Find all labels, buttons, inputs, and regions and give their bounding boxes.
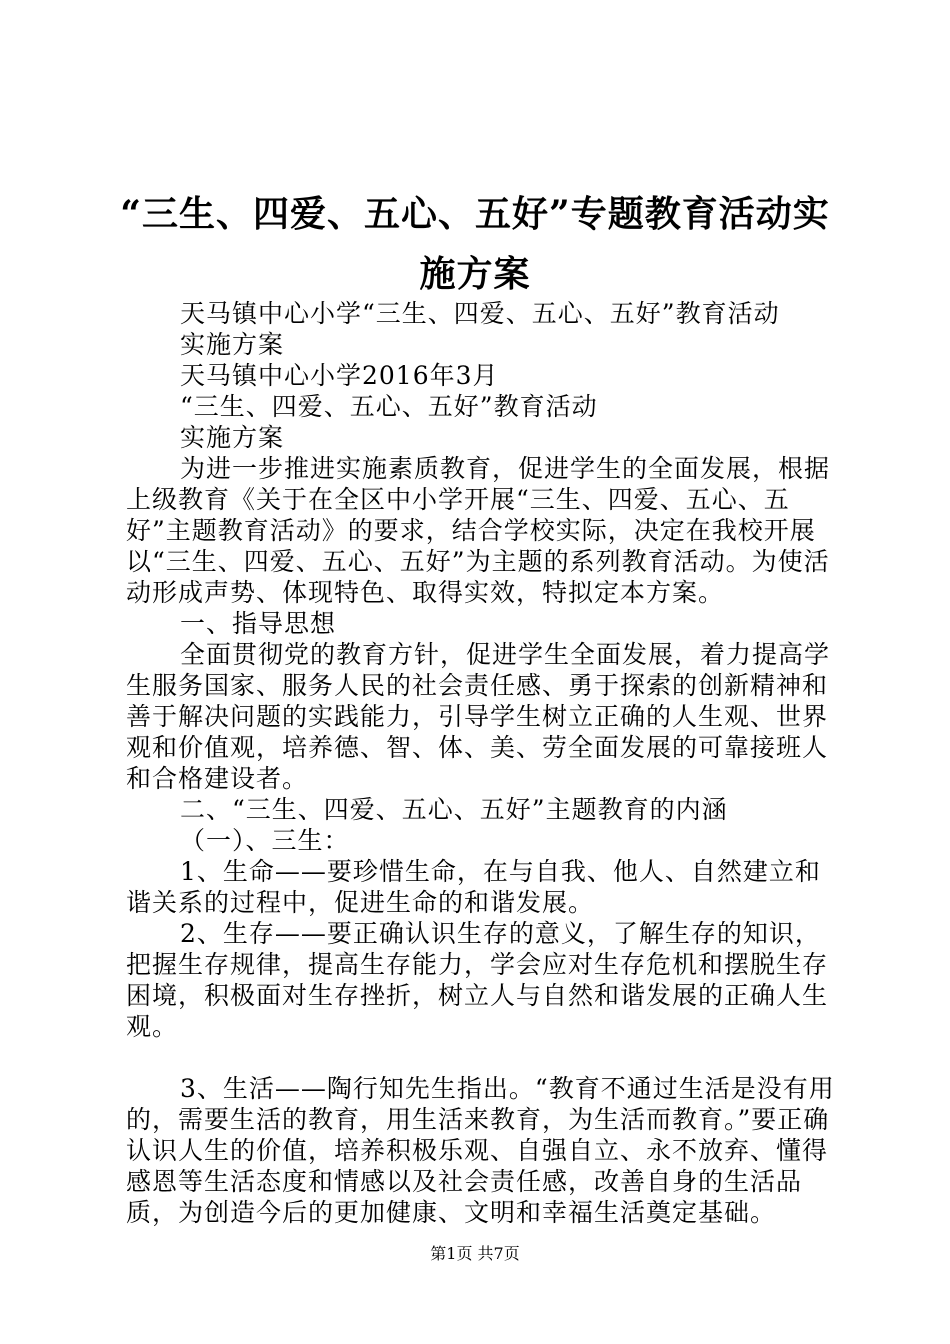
paragraph-spacer <box>126 1042 846 1073</box>
author-date-line: 天马镇中心小学2016年3月 <box>180 361 499 390</box>
body-paragraph: 1、生命——要珍惜生命，在与自我、他人、自然建立和谐关系的过程中，促进生命的和谐发展。 <box>126 857 821 917</box>
title-line-1: “三生、四爱、五心、五好”专题教育活动实 <box>120 193 830 235</box>
document-title <box>120 184 830 304</box>
page-number-footer: 第1页 共7页 <box>430 1244 520 1263</box>
subtitle-line: 实施方案 <box>180 423 285 452</box>
document-body <box>126 298 846 1228</box>
subtitle-line: “三生、四爱、五心、五好”教育活动 <box>180 392 598 421</box>
title-line-2: 施方案 <box>419 253 531 295</box>
section-heading: 二、“三生、四爱、五心、五好”主题教育的内涵 <box>180 795 728 824</box>
body-paragraph: 3、生活——陶行知先生指出。“教育不通过生活是没有用的，需要生活的教育，用生活来教育，为生活而教育。”要正确认识人生的价值，培养积极乐观、自强自立、永不放弃、懂得感恩等生活态度和情感以及社会责任感，改善自身的生活品质，为创造今后的更加健康、文明和幸福生活奠定基础。 <box>126 1074 835 1227</box>
body-paragraph: 为进一步推进实施素质教育，促进学生的全面发展，根据上级教育《关于在全区中小学开展“三生、四爱、五心、五好”主题教育活动》的要求，结合学校实际，决定在我校开展以“三生、四爱、五心、五好”为主题的系列教育活动。为使活动形成声势、体现特色、取得实效，特拟定本方案。 <box>126 454 831 607</box>
subtitle-line: 实施方案 <box>180 330 285 359</box>
subtitle-line: 天马镇中心小学“三生、四爱、五心、五好”教育活动 <box>180 299 780 328</box>
subsection-heading: （一）、三生： <box>180 826 350 855</box>
body-paragraph: 2、生存——要正确认识生存的意义，了解生存的知识，把握生存规律，提高生存能力，学会应对生存危机和摆脱生存困境，积极面对生存挫折，树立人与自然和谐发展的正确人生观。 <box>126 919 829 1041</box>
body-paragraph: 全面贯彻党的教育方针，促进学生全面发展，着力提高学生服务国家、服务人民的社会责任感、勇于探索的创新精神和善于解决问题的实践能力，引导学生树立正确的人生观、世界观和价值观，培养德、智、体、美、劳全面发展的可靠接班人和合格建设者。 <box>126 640 831 793</box>
section-heading: 一、指导思想 <box>180 609 337 638</box>
